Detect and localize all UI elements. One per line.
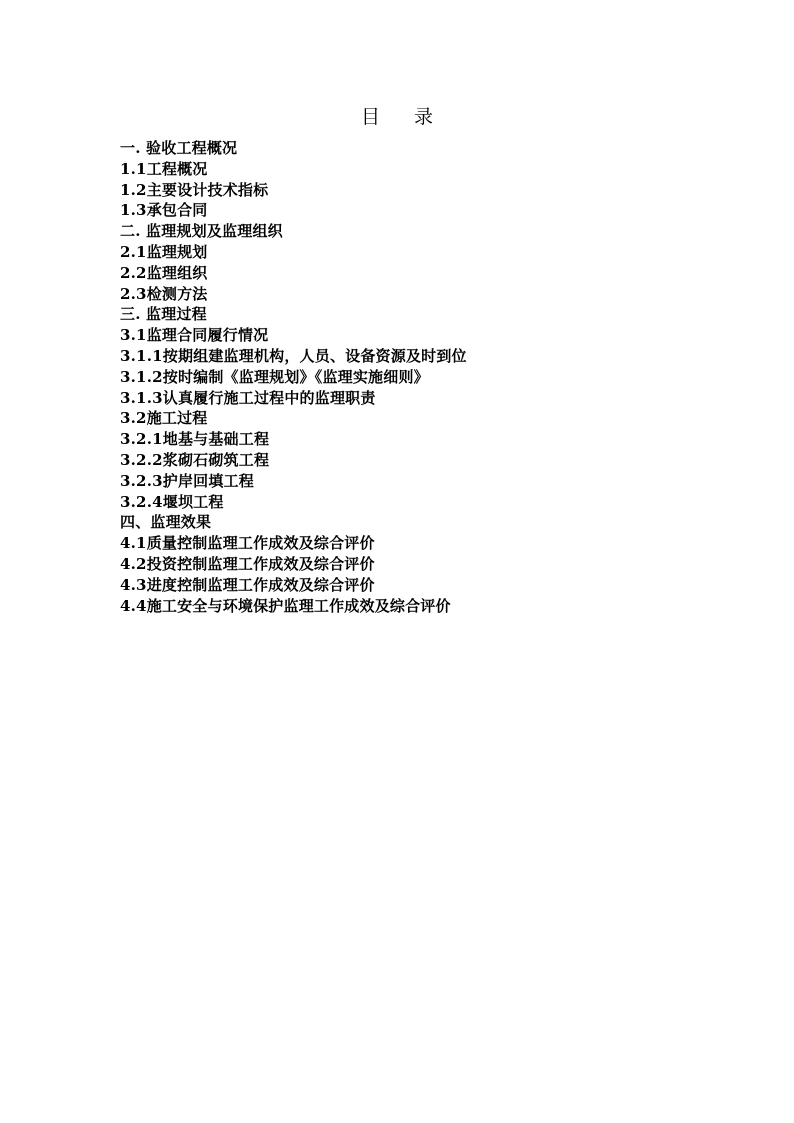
toc-entry: 3.2.2浆砌石砌筑工程 (120, 450, 270, 469)
toc-entry: 4.3进度控制监理工作成效及综合评价 (120, 575, 375, 594)
toc-entry: 3.1监理合同履行情况 (120, 326, 269, 345)
toc-entry: 3.2施工过程 (120, 409, 208, 428)
toc-entry: 一. 验收工程概况 (120, 139, 238, 157)
toc-entry: 3.1.1按期组建监理机构，人员、设备资源及时到位 (120, 346, 467, 365)
toc-entry: 3.1.2按时编制《监理规划》《监理实施细则》 (120, 367, 429, 386)
toc-entry: 3.2.4堰坝工程 (120, 492, 224, 511)
toc-entry: 1.2主要设计技术指标 (120, 180, 269, 199)
toc-title (0, 104, 794, 130)
toc-entry: 二. 监理规划及监理组织 (120, 222, 283, 241)
toc-entry: 1.1工程概况 (120, 159, 208, 178)
toc-title-part1: 目 (360, 106, 380, 128)
toc-entry: 1.3承包合同 (120, 201, 208, 220)
toc-entry: 4.1质量控制监理工作成效及综合评价 (120, 534, 375, 553)
toc-entry: 3.1.3认真履行施工过程中的监理职责 (120, 388, 376, 407)
toc-entry: 三. 监理过程 (120, 305, 207, 324)
toc-entry: 2.2监理组织 (120, 263, 208, 282)
toc-entry: 4.2投资控制监理工作成效及综合评价 (120, 554, 375, 573)
toc-entry: 2.1监理规划 (120, 242, 208, 261)
toc-entry: 3.2.1地基与基础工程 (120, 430, 270, 449)
toc-entry: 3.2.3护岸回填工程 (120, 471, 254, 490)
toc-list (120, 138, 467, 616)
toc-entry: 4.4施工安全与环境保护监理工作成效及综合评价 (120, 596, 451, 615)
toc-entry: 四、监理效果 (120, 513, 212, 532)
toc-title-part2: 录 (414, 106, 434, 128)
toc-entry: 2.3检测方法 (120, 284, 208, 303)
